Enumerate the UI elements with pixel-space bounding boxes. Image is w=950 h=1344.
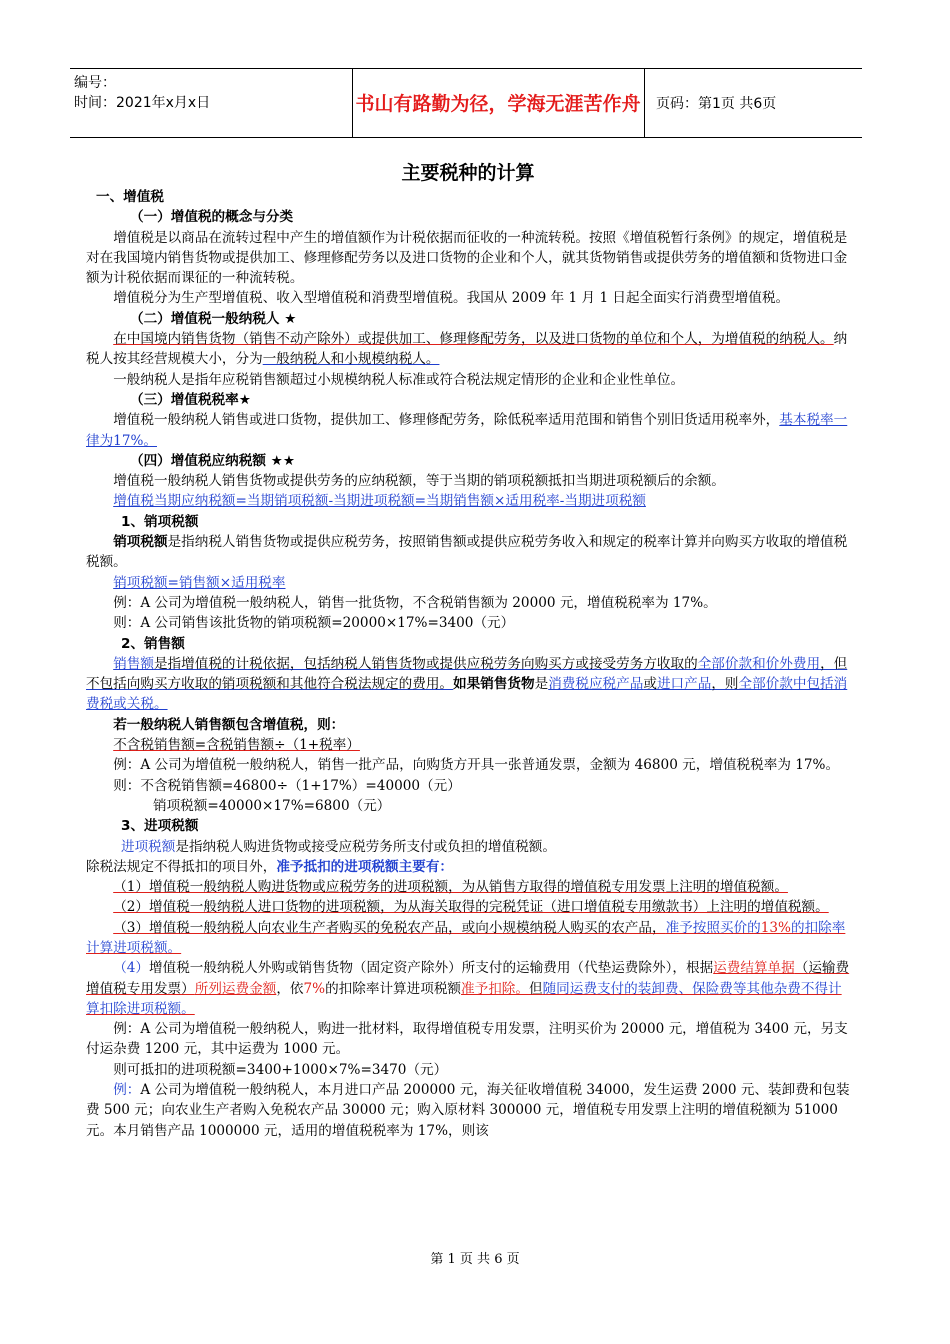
subsection-heading: （二）增值税一般纳税人 ★ <box>130 310 297 327</box>
paragraph <box>86 857 850 877</box>
emphasis-text: 13% <box>760 919 791 936</box>
formula-text: 销项税额=销售额×适用税率 <box>113 574 286 591</box>
text: ，则 <box>711 676 739 693</box>
motto: 书山有路勤为径，学海无涯苦作舟 <box>355 93 641 115</box>
list-item <box>86 958 850 1019</box>
example: 则：不含税销售额=46800÷（1+17%）=40000（元） <box>113 777 461 794</box>
highlight-text: 准予按照买价的 <box>665 919 761 936</box>
list-item: （2）增值税一般纳税人进口货物的进项税额，为从海关取得的完税凭证（进口增值税专用缴款书）上注明的增值税额。 <box>113 899 829 916</box>
emphasis-text: 所列运费金额 <box>194 980 277 997</box>
section-heading: 一、增值税 <box>96 189 164 205</box>
paragraph <box>86 837 850 857</box>
text: 增值税一般纳税人销售或进口货物，提供加工、修理修配劳务，除低税率适用范围和销售个别旧货适用税率外， <box>113 412 780 429</box>
paragraph <box>86 329 850 370</box>
subsection-heading: （三）增值税税率★ <box>130 391 251 408</box>
text: 的扣除率计算进项税额 <box>325 980 462 997</box>
text: （4） <box>113 960 150 977</box>
formula-text: 不含税销售额=含税销售额÷（1+税率） <box>113 737 360 754</box>
text: 除税法规定不得抵扣的项目外， <box>86 858 277 875</box>
paragraph: 一般纳税人是指年应税销售额超过小规模纳税人标准或符合税法规定情形的企业和企业性单位。 <box>113 371 685 388</box>
list-item <box>86 918 850 959</box>
highlight-text: 随同运费支付的装卸费、保险费等其他杂费不得计算扣除进项税额。 <box>86 980 842 1017</box>
header-divider <box>644 69 645 137</box>
term: 销售额 <box>113 655 154 672</box>
example-label: 例： <box>113 1082 141 1099</box>
page-label: 页码：第1页 共6页 <box>656 96 777 112</box>
subsection-heading: （四）增值税应纳税额 ★★ <box>130 452 296 469</box>
emphasis-text: 7% <box>303 980 326 997</box>
document-body <box>86 158 850 1141</box>
emphasis-text: 运费结算单据 <box>713 960 795 977</box>
formula <box>86 573 850 593</box>
list-item: （1）增值税一般纳税人购进货物或应税劳务的进项税额，为从销售方取得的增值税专用发票上注明的增值税额。 <box>113 879 788 896</box>
highlight-text: 进口产品 <box>656 676 712 693</box>
item-heading: 2、销售额 <box>121 635 185 652</box>
text: 或 <box>643 676 657 693</box>
subsection-heading: （一）增值税的概念与分类 <box>130 209 294 226</box>
formula-text: 增值税当期应纳税额=当期销项税额-当期进项税额=当期销售额×适用税率-当期进项税额 <box>113 493 646 510</box>
page-title: 主要税种的计算 <box>401 162 535 184</box>
paragraph <box>86 410 850 451</box>
example: 例：A 公司为增值税一般纳税人，购进一批材料，取得增值税专用发票，注明买价为 20000 元，增值税为 3400 元，另支付运杂费 1200 元，其中运费为 1000 元。 <box>86 1021 848 1058</box>
paragraph <box>86 532 850 573</box>
example: 例：A 公司为增值税一般纳税人，销售一批货物，不含税销售额为 20000 元，增值税税率为 17%。 <box>113 594 717 611</box>
item-heading: 3、进项税额 <box>121 818 199 835</box>
example <box>86 1080 850 1141</box>
text: ，依 <box>276 980 304 997</box>
highlight-text: 全部价款和价外费用 <box>697 655 821 672</box>
highlight-text: 的扣除率计算进项税额。 <box>86 919 846 956</box>
underlined-text: 在中国境内销售货物（销售不动产除外）或提供加工、修理修配劳务，以及进口货物的单位和个人，为增值税的纳税人。 <box>113 331 834 348</box>
example: 则可抵扣的进项税额=3400+1000×7%=3470（元） <box>113 1061 448 1078</box>
paragraph: 增值税一般纳税人销售货物或提供劳务的应纳税额，等于当期的销项税额抵扣当期进项税额后的余额。 <box>113 473 725 490</box>
paragraph: 增值税分为生产型增值税、收入型增值税和消费型增值税。我国从 2009 年 1 月 1 日起全面实行消费型增值税。 <box>113 290 790 307</box>
text: 增值税一般纳税人外购或销售货物（固定资产除外）所支付的运输费用（代垫运费除外），根据 <box>149 960 714 977</box>
header-meta <box>74 73 344 113</box>
example: 例：A 公司为增值税一般纳税人，销售一批产品，向购货方开具一张普通发票，金额为 46800 元，增值税税率为 17%。 <box>113 757 840 774</box>
highlight-text: 基本税率一律为17%。 <box>86 412 848 449</box>
term: 进项税额 <box>121 838 176 855</box>
underlined-text: 是指增值税的计税依据，包括纳税人销售货物或提供应税劳务向购买方或接受劳务方收取的 <box>153 655 698 672</box>
number-label: 编号： <box>74 75 116 91</box>
bold-text: 如果销售货物 <box>453 676 535 693</box>
page-header <box>70 68 862 138</box>
bold-highlight: 准予抵扣的进项税额主要有： <box>276 858 454 875</box>
text: 但 <box>528 980 543 997</box>
bold-line: 若一般纳税人销售额包含增值税，则： <box>113 716 345 733</box>
text: A 公司为增值税一般纳税人，本月进口产品 200000 元，海关征收增值税 34000，发生运费 2000 元、装卸费和包装费 500 元；向农业生产者购入免税农产品 30000 元；购入原材料 300000 元，增值税专用发票上注明的增值税额为 51000 元。本月销售产品 1000000 元，适用的增值税税率为 17%，则该 <box>86 1082 850 1139</box>
formula <box>86 491 850 511</box>
underlined-text: 一般纳税人和小规模纳税人。 <box>262 351 440 368</box>
text: 是 <box>534 676 549 693</box>
example: 销项税额=40000×17%=6800（元） <box>153 797 391 814</box>
example: 则：A 公司销售该批货物的销项税额=20000×17%=3400（元） <box>113 615 515 632</box>
highlight-text: 全部价款中包括消费税或关税。 <box>86 676 848 713</box>
highlight-text: 消费税应税产品 <box>548 676 644 693</box>
underlined-text: （3）增值税一般纳税人向农业生产者购买的免税农产品，或向小规模纳税人购买的农产品， <box>113 919 666 936</box>
text: 是指纳税人购进货物或接受应税劳务所支付或负担的增值税额。 <box>175 838 556 855</box>
underlined-text: ，但不包括向购买方收取的销项税额和其他符合税法规定的费用。 <box>86 655 848 693</box>
text: 纳税人按其经营规模大小，分为 <box>86 331 848 368</box>
term: 销项税额 <box>113 534 168 551</box>
date-label: 时间：2021年x月x日 <box>74 95 211 111</box>
emphasis-text: 准予扣除。 <box>461 980 529 997</box>
page-footer: 第 1 页 共 6 页 <box>430 1252 520 1267</box>
formula <box>86 735 850 755</box>
item-heading: 1、销项税额 <box>121 513 199 530</box>
paragraph <box>86 654 850 715</box>
text: （运输费增值税专用发票） <box>86 960 850 997</box>
text: 是指纳税人销售货物或提供应税劳务，按照销售额或提供应税劳务收入和规定的税率计算并向购买方收取的增值税税额。 <box>86 534 848 571</box>
paragraph: 增值税是以商品在流转过程中产生的增值额作为计税依据而征收的一种流转税。按照《增值税暂行条例》的规定，增值税是对在我国境内销售货物或提供加工、修理修配劳务以及进口货物的企业和个人，就其货物销售或提供劳务的增值额和货物进口金额为计税依据而课征的一种流转税。 <box>86 229 848 287</box>
